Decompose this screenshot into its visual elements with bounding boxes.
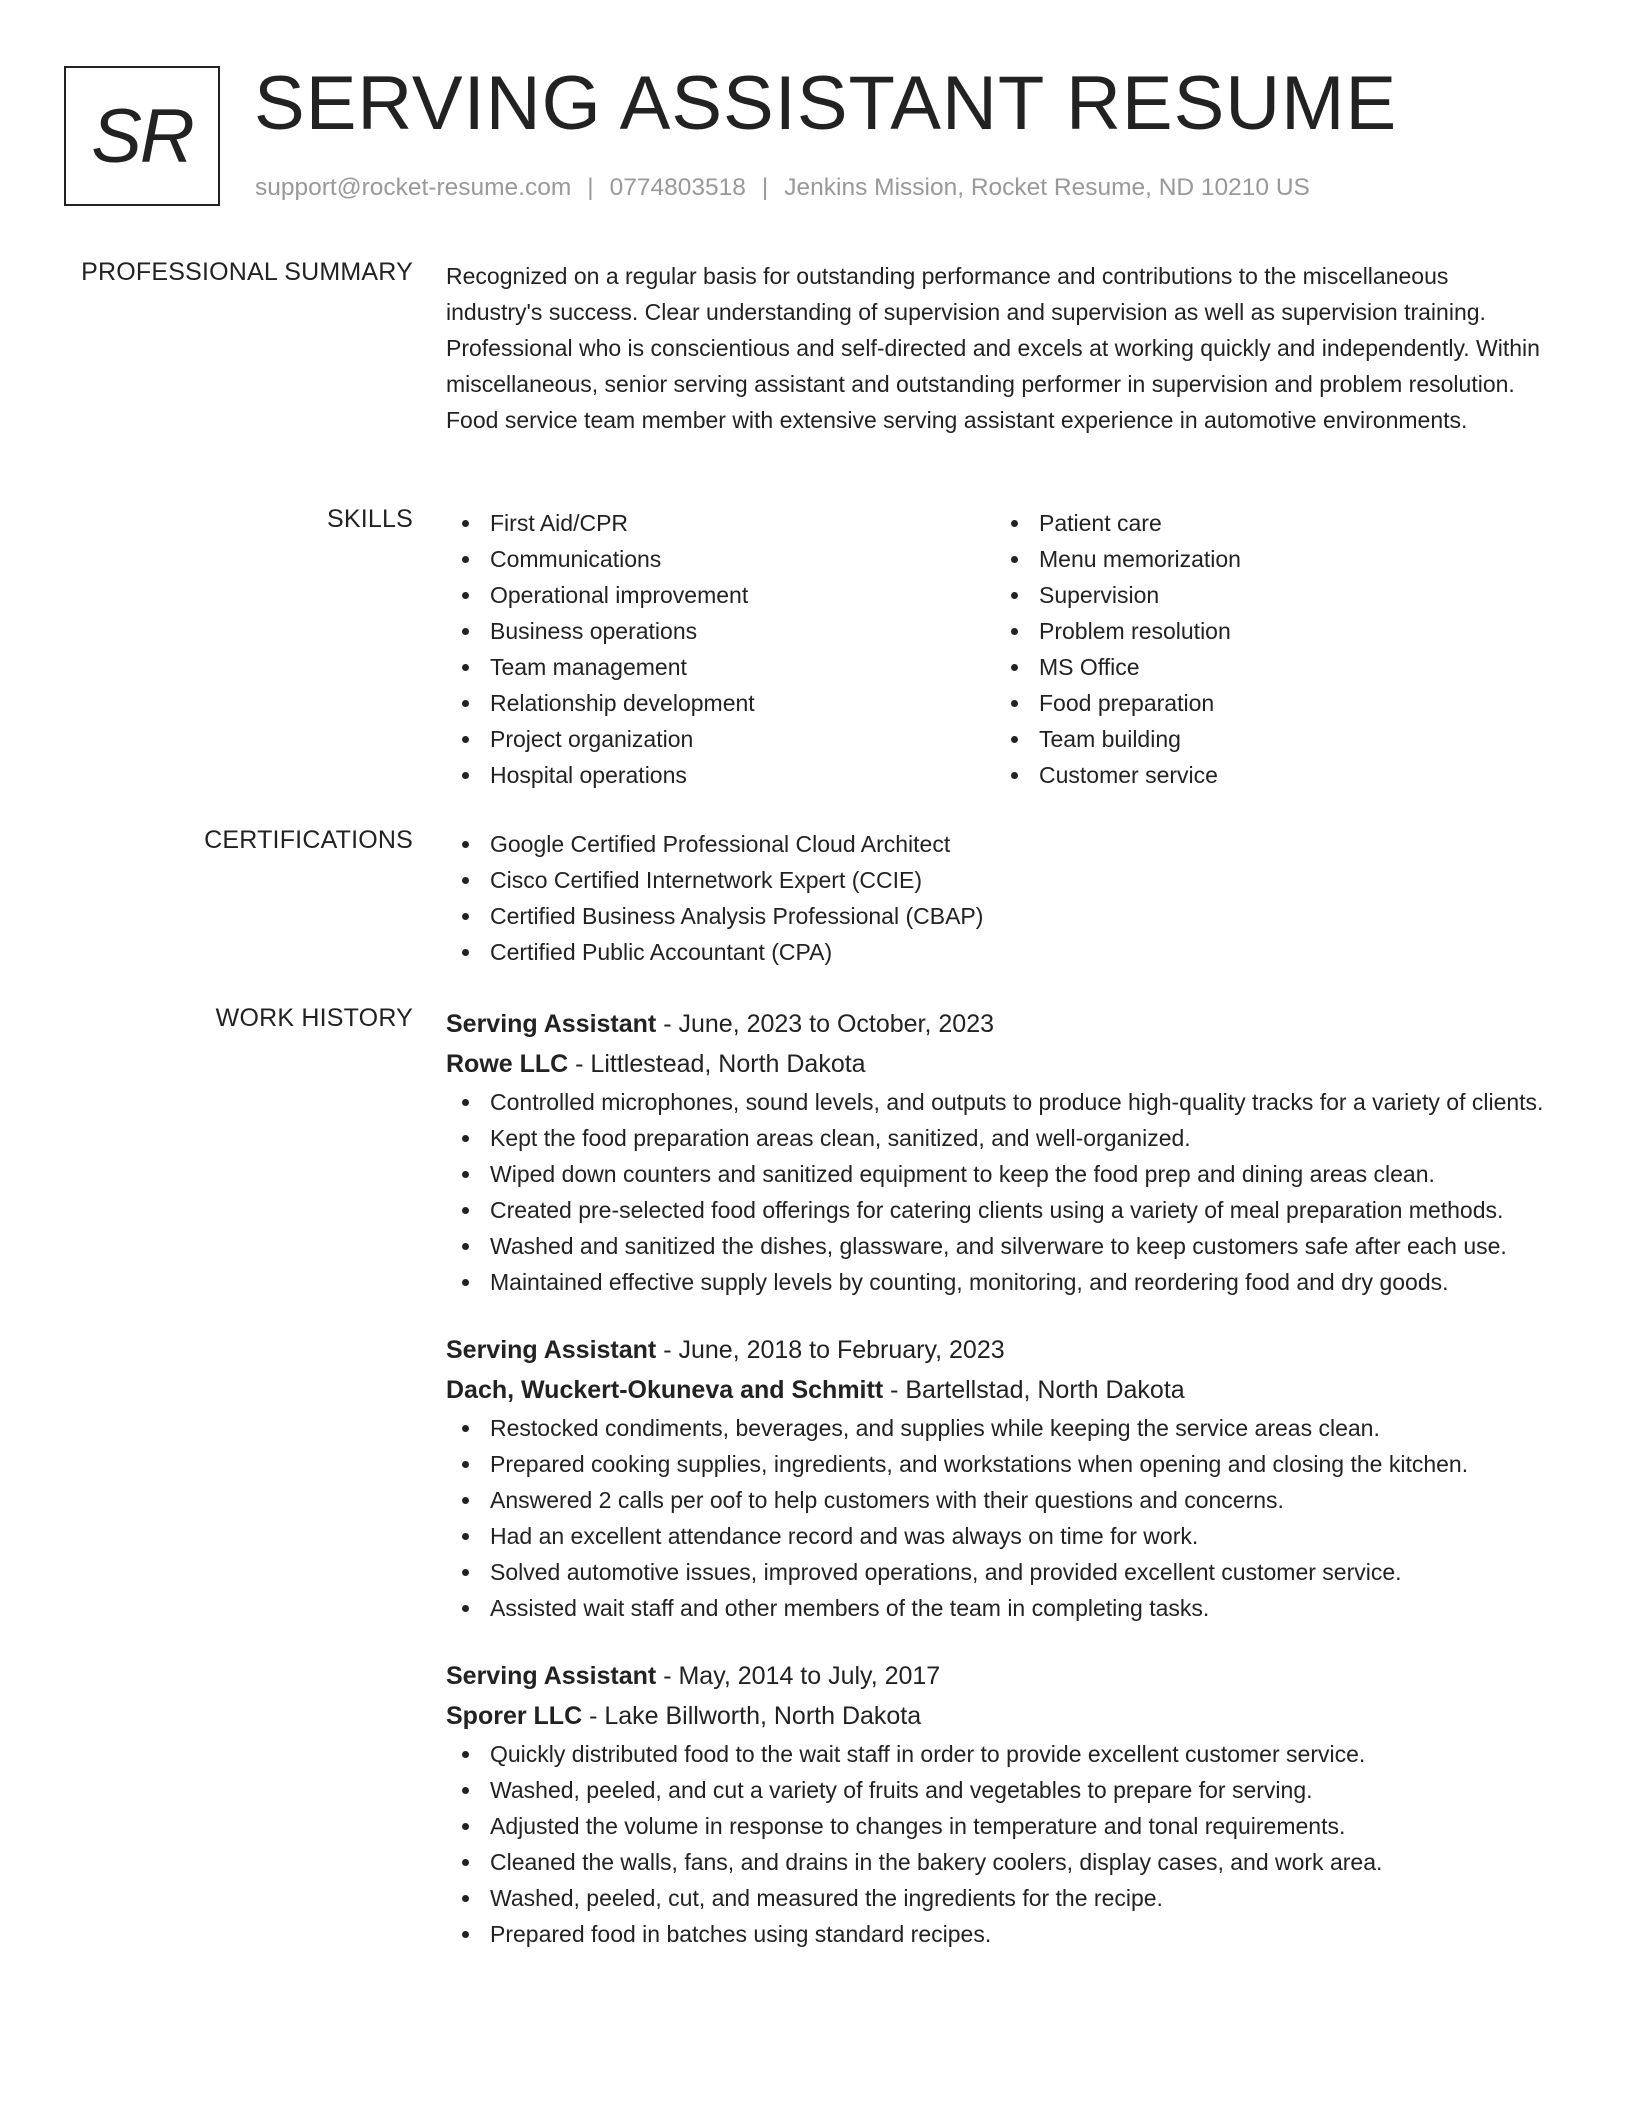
- job-duty-item: Prepared food in batches using standard recipes.: [446, 1916, 1546, 1952]
- job-duty-item: Had an excellent attendance record and was always on time for work.: [446, 1518, 1546, 1554]
- skills-list-right: [995, 505, 1544, 793]
- job-title-line: [446, 1330, 1546, 1370]
- job-company: Sporer LLC: [446, 1702, 583, 1730]
- job-title-line: [446, 1004, 1546, 1044]
- job-duty-item: Cleaned the walls, fans, and drains in the bakery coolers, display cases, and work area.: [446, 1844, 1546, 1880]
- skill-item: Patient care: [995, 505, 1544, 541]
- job-duty-item: Controlled microphones, sound levels, and outputs to produce high-quality tracks for a variety of clients.: [446, 1084, 1546, 1120]
- job-location: - Bartellstad, North Dakota: [883, 1376, 1185, 1404]
- skill-item: Operational improvement: [446, 577, 995, 613]
- job-duty-item: Restocked condiments, beverages, and supplies while keeping the service areas clean.: [446, 1410, 1546, 1446]
- resume-header: [64, 61, 1564, 210]
- job-entry: [446, 1004, 1546, 1300]
- job-entry: [446, 1330, 1546, 1626]
- job-company-line: [446, 1370, 1546, 1410]
- contact-separator: |: [761, 174, 769, 201]
- section-label-certifications: CERTIFICATIONS: [204, 826, 413, 854]
- skill-item: First Aid/CPR: [446, 505, 995, 541]
- job-location: - Lake Billworth, North Dakota: [582, 1702, 922, 1730]
- job-duty-item: Kept the food preparation areas clean, sanitized, and well-organized.: [446, 1120, 1546, 1156]
- job-title-line: [446, 1656, 1546, 1696]
- job-duty-item: Prepared cooking supplies, ingredients, and workstations when opening and closing the kitchen.: [446, 1446, 1546, 1482]
- skill-item: Business operations: [446, 613, 995, 649]
- job-duty-item: Maintained effective supply levels by counting, monitoring, and reordering food and dry goods.: [446, 1264, 1546, 1300]
- job-title: Serving Assistant: [446, 1010, 657, 1038]
- contact-email[interactable]: support@rocket-resume.com: [255, 174, 572, 201]
- monogram-logo: SR: [64, 66, 220, 206]
- section-label-summary: PROFESSIONAL SUMMARY: [81, 258, 413, 286]
- section-label-skills: SKILLS: [327, 505, 413, 533]
- job-duties-list: [446, 1410, 1546, 1626]
- skills-list-left: [446, 505, 995, 793]
- job-dates: - June, 2023 to October, 2023: [656, 1010, 994, 1038]
- job-duty-item: Wiped down counters and sanitized equipment to keep the food prep and dining areas clean.: [446, 1156, 1546, 1192]
- skill-item: Relationship development: [446, 685, 995, 721]
- page-title: SERVING ASSISTANT RESUME: [254, 61, 1398, 146]
- skill-item: Menu memorization: [995, 541, 1544, 577]
- job-duty-item: Answered 2 calls per oof to help customers with their questions and concerns.: [446, 1482, 1546, 1518]
- job-duty-item: Washed, peeled, cut, and measured the ingredients for the recipe.: [446, 1880, 1546, 1916]
- job-company-line: [446, 1044, 1546, 1084]
- skill-item: Customer service: [995, 757, 1544, 793]
- job-duty-item: Quickly distributed food to the wait staff in order to provide excellent customer service.: [446, 1736, 1546, 1772]
- job-duty-item: Washed, peeled, and cut a variety of fruits and vegetables to prepare for serving.: [446, 1772, 1546, 1808]
- job-duties-list: [446, 1084, 1546, 1300]
- job-duty-item: Assisted wait staff and other members of the team in completing tasks.: [446, 1590, 1546, 1626]
- contact-phone[interactable]: 0774803518: [609, 174, 746, 201]
- job-duty-item: Created pre-selected food offerings for catering clients using a variety of meal preparation methods.: [446, 1192, 1546, 1228]
- skill-item: Problem resolution: [995, 613, 1544, 649]
- job-entry: [446, 1656, 1546, 1952]
- job-duty-item: Washed and sanitized the dishes, glassware, and silverware to keep customers safe after each use.: [446, 1228, 1546, 1264]
- job-title: Serving Assistant: [446, 1336, 657, 1364]
- certification-item: Cisco Certified Internetwork Expert (CCIE): [446, 862, 1546, 898]
- job-duties-list: [446, 1736, 1546, 1952]
- certification-item: Certified Business Analysis Professional (CBAP): [446, 898, 1546, 934]
- contact-line: [255, 174, 1310, 202]
- contact-address: Jenkins Mission, Rocket Resume, ND 10210 US: [784, 174, 1310, 201]
- certifications-body: [446, 826, 1546, 970]
- skill-item: MS Office: [995, 649, 1544, 685]
- contact-separator: |: [587, 174, 594, 201]
- skills-columns: [446, 505, 1546, 793]
- skill-item: Hospital operations: [446, 757, 995, 793]
- skill-item: Communications: [446, 541, 995, 577]
- job-dates: - May, 2014 to July, 2017: [656, 1662, 941, 1690]
- job-company-line: [446, 1696, 1546, 1736]
- job-location: - Littlestead, North Dakota: [568, 1050, 866, 1078]
- work-history-body: [446, 1004, 1546, 1982]
- job-duty-item: Adjusted the volume in response to changes in temperature and tonal requirements.: [446, 1808, 1546, 1844]
- certification-item: Google Certified Professional Cloud Architect: [446, 826, 1546, 862]
- skill-item: Supervision: [995, 577, 1544, 613]
- skill-item: Project organization: [446, 721, 995, 757]
- skill-item: Food preparation: [995, 685, 1544, 721]
- certification-item: Certified Public Accountant (CPA): [446, 934, 1546, 970]
- job-company: Dach, Wuckert-Okuneva and Schmitt: [446, 1376, 884, 1404]
- skill-item: Team management: [446, 649, 995, 685]
- job-duty-item: Solved automotive issues, improved operations, and provided excellent customer service.: [446, 1554, 1546, 1590]
- certifications-list: [446, 826, 1546, 970]
- job-dates: - June, 2018 to February, 2023: [656, 1336, 1005, 1364]
- section-label-work-history: WORK HISTORY: [215, 1004, 413, 1032]
- job-title: Serving Assistant: [446, 1662, 657, 1690]
- skill-item: Team building: [995, 721, 1544, 757]
- job-company: Rowe LLC: [446, 1050, 569, 1078]
- summary-text: Recognized on a regular basis for outstanding performance and contributions to the miscellaneous industry's success. Clear understanding of supervision and supervision as well as supervision training. Professional who is conscientious and self-directed and excels at working quickly and independently. Within miscellaneous, senior serving assistant and outstanding performer in supervision and problem resolution. Food service team member with extensive serving assistant experience in automotive environments.: [446, 263, 1540, 433]
